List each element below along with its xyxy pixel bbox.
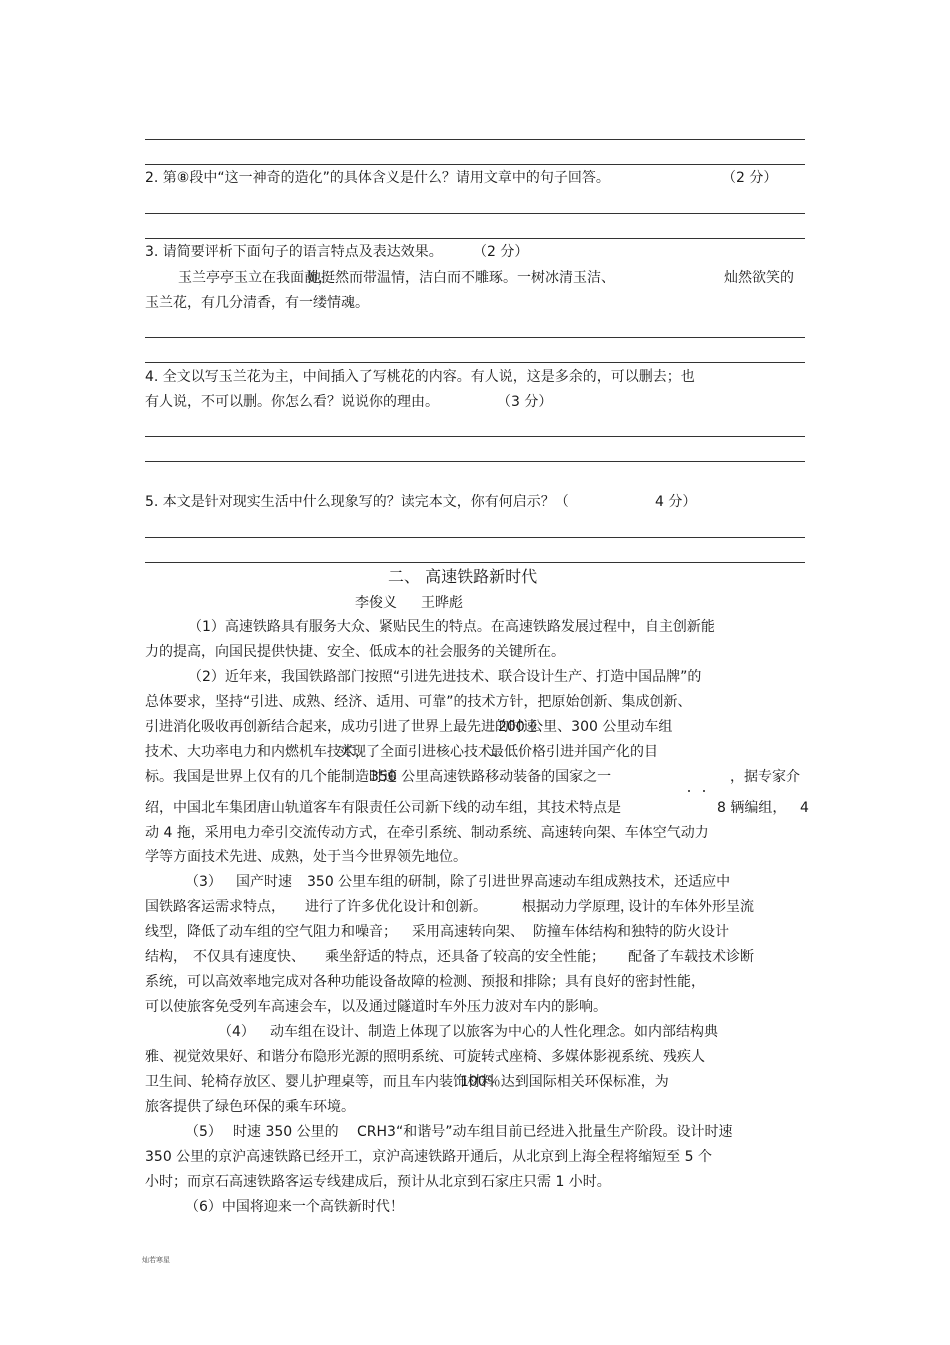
answer-line xyxy=(145,436,805,437)
question-q3-text: 她挺然而带温情，洁白而不雕琢。一树冰清玉洁、 xyxy=(307,270,615,286)
answer-line xyxy=(145,562,805,563)
paragraph-p2-text: 动 4 拖，采用电力牵引交流传动方式，在牵引系统、制动系统、高速转向架、车体空气动力 xyxy=(145,825,709,841)
paragraph-p3-text: 系统，可以高效率地完成对各种功能设备故障的检测、预报和排除；具有良好的密封性能， xyxy=(145,974,705,990)
question-q3-text: 玉兰亭亭玉立在我面前， xyxy=(178,270,332,286)
paragraph-p5-text: （5） xyxy=(185,1124,222,1140)
paragraph-p2-text: 标。我国是世界上仅有的几个能制造时速 xyxy=(145,769,397,785)
question-q3-text: 玉兰花，有几分清香，有一缕情魂。 xyxy=(145,295,369,311)
answer-line xyxy=(145,337,805,338)
paragraph-p3-text: 可以使旅客免受列车高速会车，以及通过隧道时车外压力波对车内的影响。 xyxy=(145,999,607,1015)
question-q2-text: 2. 第⑧段中“这一神奇的造化”的具体含义是什么？请用文章中的句子回答。 xyxy=(145,170,610,186)
question-q5-text: 5. 本文是针对现实生活中什么现象写的？读完本文，你有何启示？（ xyxy=(145,494,569,510)
answer-line xyxy=(145,139,805,140)
footer-watermark: 灿若寒星 xyxy=(142,1256,170,1264)
paragraph-p3-text: 进行了许多优化设计和创新。 xyxy=(305,899,487,915)
question-q5-text: 4 分） xyxy=(655,494,697,510)
question-q4-text: 4. 全文以写玉兰花为主，中间插入了写桃花的内容。有人说，这是多余的，可以删去；也 xyxy=(145,369,695,385)
paragraph-p4-text: （4） xyxy=(218,1024,255,1040)
paragraph-p3-text: 国产时速 xyxy=(236,874,292,890)
paragraph-p2-text: 8 辆编组， xyxy=(717,800,787,816)
author: 王晔彪 xyxy=(421,595,463,611)
paragraph-p3-text: 结构， xyxy=(145,949,187,965)
paragraph-p3-text: 国铁路客运需求特点， xyxy=(145,899,285,915)
paragraph-p2-text: 绍，中国北车集团唐山轨道客车有限责任公司新下线的动车组，其技术特点是 xyxy=(145,800,621,816)
author: 李俊义 xyxy=(355,595,397,611)
paragraph-p3-text: 根据动力学原理， xyxy=(522,899,634,915)
paragraph-p3-text: 设计的车体外形呈流 xyxy=(628,899,754,915)
paragraph-p5-text: CRH3“和谐号”动车组目前已经进入批量生产阶段。设计时速 xyxy=(357,1124,733,1140)
paragraph-p2-text: 实现了全面引进核心技术、 xyxy=(338,744,506,760)
paragraph-p3-text: 350 公里车组的研制，除了引进世界高速动车组成熟技术，还适应中 xyxy=(307,874,731,890)
paragraph-p4-text: 卫生间、轮椅存放区、婴儿护理桌等，而且车内装饰材料 xyxy=(145,1074,495,1090)
paragraph-p3-text: 配备了车载技术诊断 xyxy=(628,949,754,965)
question-q4-text: 有人说，不可以删。你怎么看？说说你的理由。 xyxy=(145,394,439,410)
paragraph-p2-text: （2）近年来，我国铁路部门按照“引进先进技术、联合设计生产、打造中国品牌”的 xyxy=(188,669,702,685)
emphasis-dot xyxy=(703,790,705,792)
paragraph-p2-text: 总体要求，坚持“引进、成熟、经济、适用、可靠”的技术方针，把原始创新、集成创新、 xyxy=(145,694,692,710)
question-q4-text: （3 分） xyxy=(497,394,553,410)
paragraph-p4-text: 动车组在设计、制造上体现了以旅客为中心的人性化理念。如内部结构典 xyxy=(270,1024,718,1040)
paragraph-p3-text: （3） xyxy=(185,874,222,890)
paragraph-p1-text: （1）高速铁路具有服务大众、紧贴民生的特点。在高速铁路发展过程中，自主创新能 xyxy=(188,619,715,635)
article-title: 二、 高速铁路新时代 xyxy=(388,567,538,586)
question-q3-text: 灿然欲笑的 xyxy=(724,270,794,286)
answer-line xyxy=(145,537,805,538)
paragraph-p2-text: 350 公里高速铁路移动装备的国家之一 xyxy=(370,769,612,785)
paragraph-p3-text: 线型，降低了动车组的空气阻力和噪音； xyxy=(145,924,397,940)
paragraph-p3-text: 采用高速转向架、 xyxy=(412,924,524,940)
paragraph-p3-text: 不仅具有速度快、 xyxy=(193,949,305,965)
paragraph-p2-text: 技术、大功率电力和内燃机车技术， xyxy=(145,744,369,760)
paragraph-p5-text: 时速 350 公里的 xyxy=(233,1124,339,1140)
paragraph-p4-text: 雅、视觉效果好、和谐分布隐形光源的照明系统、可旋转式座椅、多媒体影视系统、残疾人 xyxy=(145,1049,705,1065)
answer-line xyxy=(145,164,805,165)
paragraph-p5-text: 小时；而京石高速铁路客运专线建成后，预计从北京到石家庄只需 1 小时。 xyxy=(145,1174,611,1190)
question-q3-text: （2 分） xyxy=(473,244,529,260)
paragraph-p6-text: （6）中国将迎来一个高铁新时代！ xyxy=(185,1199,404,1215)
answer-line xyxy=(145,362,805,363)
paragraph-p2-text: 200 公里、300 公里动车组 xyxy=(498,719,673,735)
paragraph-p5-text: 350 公里的京沪高速铁路已经开工，京沪高速铁路开通后，从北京到上海全程将缩短至 5 个 xyxy=(145,1149,712,1165)
paragraph-p2-text: 最低价格引进并国产化的目 xyxy=(490,744,658,760)
question-q2-text: （2 分） xyxy=(722,170,778,186)
paragraph-p4-text: 100％达到国际相关环保标准，为 xyxy=(460,1074,669,1090)
paragraph-p3-text: 防撞车体结构和独特的防火设计 xyxy=(533,924,729,940)
emphasis-dot xyxy=(688,790,690,792)
answer-line xyxy=(145,461,805,462)
answer-line xyxy=(145,238,805,239)
answer-line xyxy=(145,213,805,214)
paragraph-p2-text: 4 xyxy=(800,800,809,816)
paragraph-p1-text: 力的提高，向国民提供快捷、安全、低成本的社会服务的关键所在。 xyxy=(145,644,565,660)
paragraph-p2-text: 引进消化吸收再创新结合起来，成功引进了世界上最先进的时速 xyxy=(145,719,537,735)
paragraph-p2-text: ，据专家介 xyxy=(730,769,800,785)
paragraph-p4-text: 旅客提供了绿色环保的乘车环境。 xyxy=(145,1099,355,1115)
question-q3-text: 3. 请简要评析下面句子的语言特点及表达效果。 xyxy=(145,244,443,260)
paragraph-p3-text: 乘坐舒适的特点，还具备了较高的安全性能； xyxy=(325,949,605,965)
paragraph-p2-text: 学等方面技术先进、成熟，处于当今世界领先地位。 xyxy=(145,849,467,865)
